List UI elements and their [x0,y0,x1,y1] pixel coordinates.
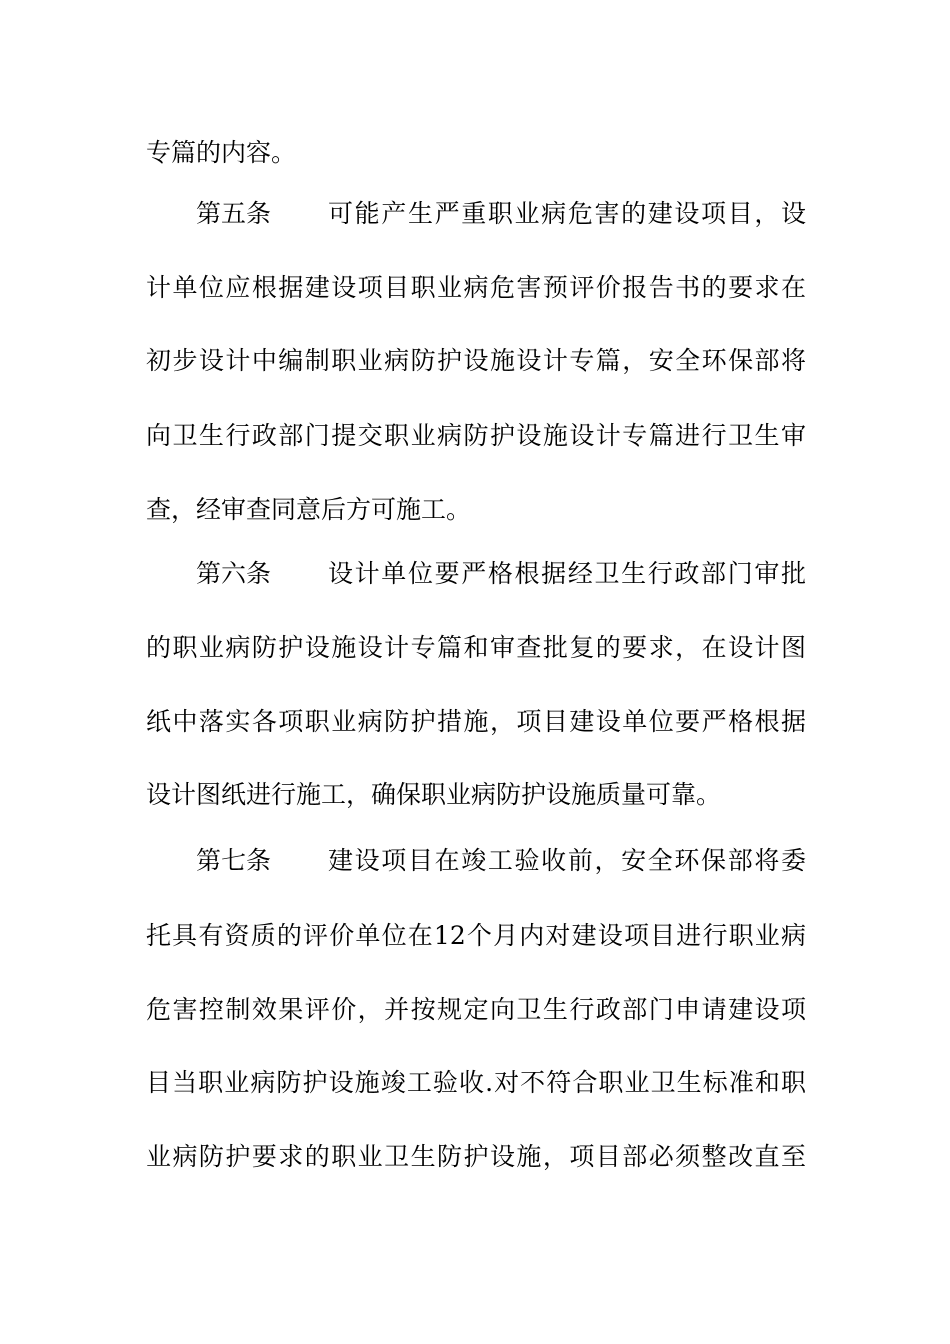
article-7-number: 第七条 [196,846,272,875]
text-line-14: 目当职业病防护设施竣工验收.对不符合职业卫生标准和职 [146,1068,806,1097]
article-6-text-line-1: 设计单位要严格根据经卫生行政部门审批 [328,559,806,588]
text-line-4: 初步设计中编制职业病防护设施设计专篇，安全环保部将 [146,346,806,375]
article-5-heading-line [196,194,806,234]
article-7-text-line-1: 建设项目在竣工验收前，安全环保部将委 [328,846,806,875]
text-line-12: 托具有资质的评价单位在12个月内对建设项目进行职业病 [146,921,806,950]
text-line-9: 纸中落实各项职业病防护措施，项目建设单位要严格根据 [146,707,806,736]
article-7-heading-line [196,841,806,881]
article-5-text-line-1: 可能产生严重职业病危害的建设项目，设 [328,199,806,228]
text-line-5: 向卫生行政部门提交职业病防护设施设计专篇进行卫生审 [146,421,806,450]
text-line-15: 业病防护要求的职业卫生防护设施，项目部必须整改直至 [146,1142,806,1171]
article-6-heading-line [196,554,806,594]
text-line-1: 专篇的内容。 [146,138,297,167]
text-line-6: 查，经审查同意后方可施工。 [146,495,472,524]
article-6-number: 第六条 [196,559,272,588]
article-5-number: 第五条 [196,199,272,228]
text-line-3: 计单位应根据建设项目职业病危害预评价报告书的要求在 [146,273,806,302]
text-line-10: 设计图纸进行施工，确保职业病防护设施质量可靠。 [146,780,722,809]
text-line-13: 危害控制效果评价，并按规定向卫生行政部门申请建设项 [146,995,806,1024]
text-line-8: 的职业病防护设施设计专篇和审查批复的要求，在设计图 [146,633,806,662]
